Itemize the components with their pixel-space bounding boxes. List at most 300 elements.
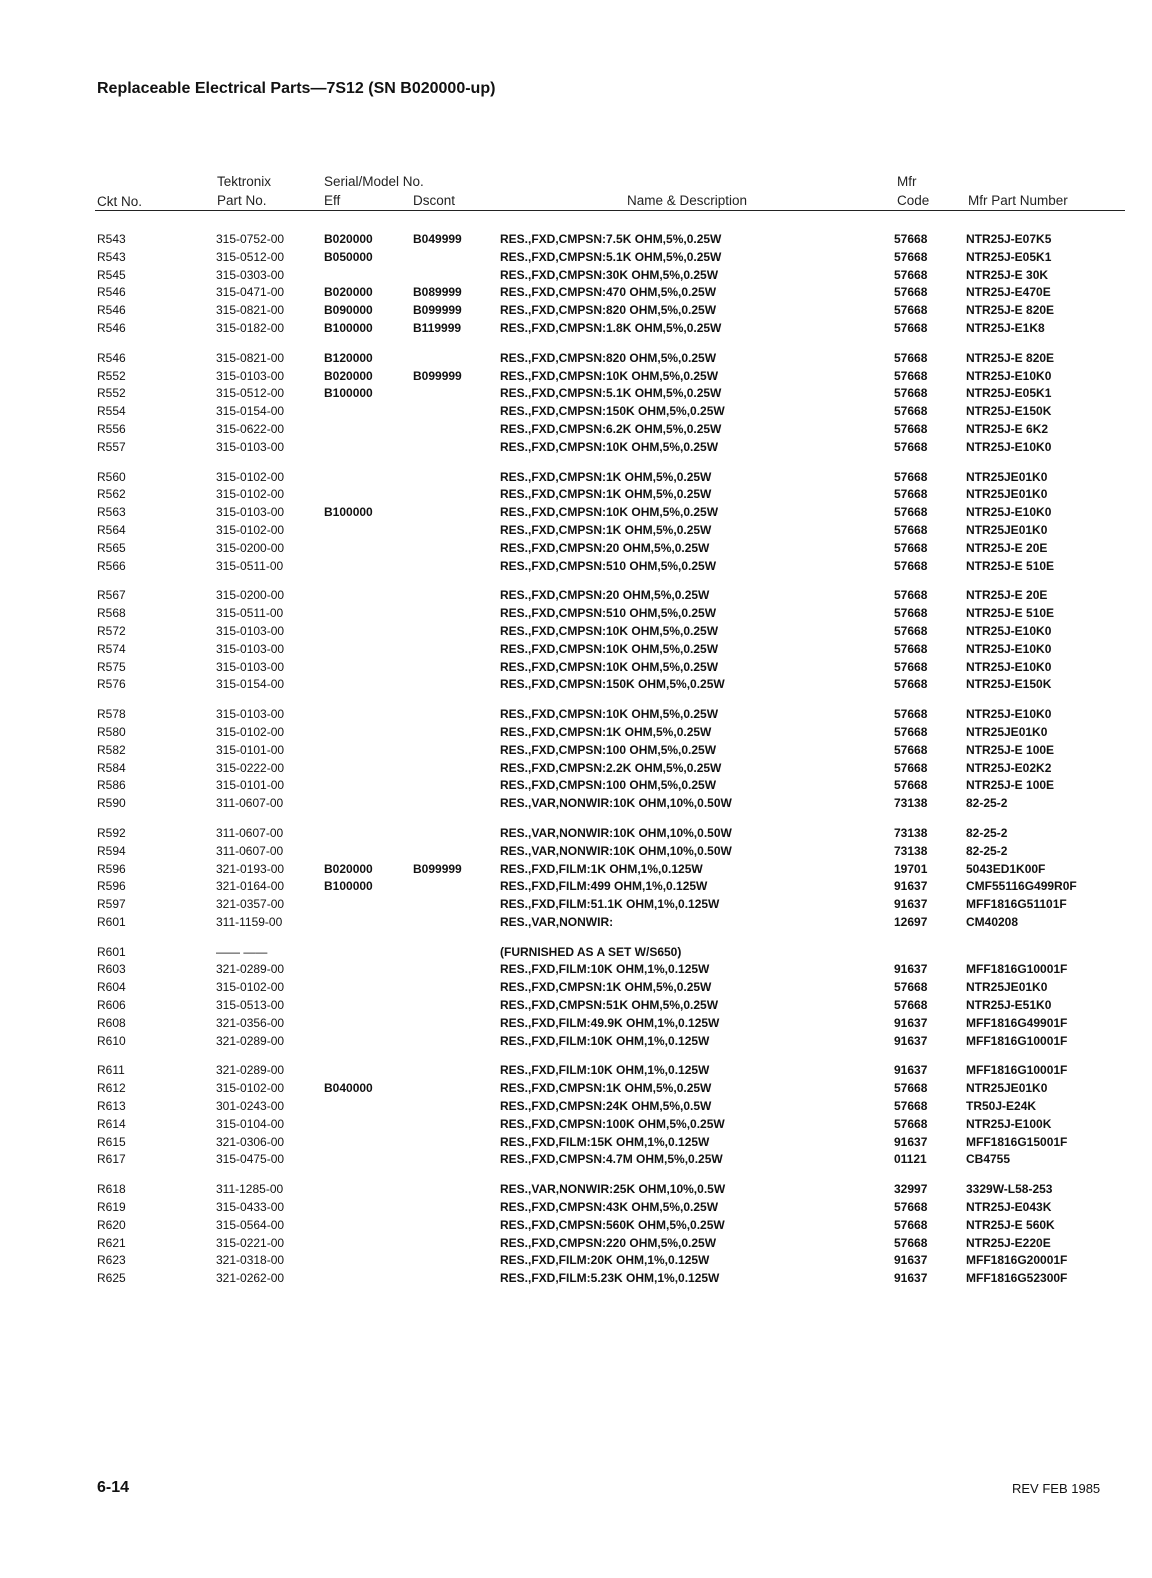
cell-part-no: 315-0433-00 [216,1200,285,1215]
cell-mfr-part-number: MFF1816G51101F [966,897,1067,912]
table-row [0,945,1152,963]
cell-mfr-part-number: MFF1816G52300F [966,1271,1068,1286]
cell-part-no: 315-0103-00 [216,505,285,520]
cell-description: RES.,FXD,CMPSN:5.1K OHM,5%,0.25W [500,249,722,264]
cell-mfr-code: 57668 [894,267,928,282]
cell-ckt-no: R604 [97,980,126,995]
cell-part-no: 315-0103-00 [216,707,285,722]
cell-description: RES.,FXD,FILM:51.1K OHM,1%,0.125W [500,897,720,912]
cell-mfr-part-number: NTR25J-E220E [966,1235,1051,1250]
cell-description: RES.,FXD,CMPSN:820 OHM,5%,0.25W [500,350,717,365]
cell-eff: B100000 [324,505,373,520]
cell-mfr-code: 32997 [894,1182,928,1197]
cell-ckt-no: R564 [97,522,126,537]
cell-mfr-part-number: 3329W-L58-253 [966,1182,1053,1197]
cell-ckt-no: R620 [97,1217,126,1232]
cell-mfr-code: 91637 [894,962,928,977]
cell-mfr-code: 73138 [894,825,928,840]
row-group [0,707,1152,814]
table-row [0,897,1152,915]
table-row [0,707,1152,725]
cell-ckt-no: R601 [97,944,126,959]
cell-description: RES.,FXD,FILM:1K OHM,1%,0.125W [500,861,703,876]
cell-description: RES.,VAR,NONWIR: [500,914,614,929]
cell-eff: B040000 [324,1081,373,1096]
cell-mfr-code: 91637 [894,1033,928,1048]
cell-mfr-part-number: CMF55116G499R0F [966,879,1077,894]
cell-description: RES.,FXD,CMPSN:10K OHM,5%,0.25W [500,439,719,454]
cell-description: RES.,FXD,CMPSN:51K OHM,5%,0.25W [500,998,719,1013]
cell-description: RES.,FXD,CMPSN:10K OHM,5%,0.25W [500,641,719,656]
table-row [0,1099,1152,1117]
table-row [0,386,1152,404]
table-row [0,1063,1152,1081]
cell-ckt-no: R623 [97,1253,126,1268]
cell-ckt-no: R543 [97,232,126,246]
cell-description: RES.,FXD,CMPSN:1K OHM,5%,0.25W [500,980,712,995]
cell-dscont: B099999 [413,303,462,318]
cell-eff: B090000 [324,303,373,318]
cell-mfr-code: 57668 [894,588,928,603]
cell-mfr-part-number: NTR25J-E05K1 [966,386,1052,401]
cell-part-no: 315-0221-00 [216,1235,285,1250]
cell-part-no: 315-0102-00 [216,724,285,739]
table-row [0,440,1152,458]
table-row [0,268,1152,286]
cell-ckt-no: R546 [97,320,126,335]
cell-description: RES.,FXD,FILM:5.23K OHM,1%,0.125W [500,1271,720,1286]
cell-part-no: 315-0154-00 [216,404,285,419]
header-mfr: Mfr [897,174,917,189]
cell-eff: B100000 [324,386,373,401]
cell-part-no: 311-1159-00 [216,914,283,929]
cell-ckt-no: R574 [97,641,126,656]
cell-ckt-no: R578 [97,707,126,722]
cell-mfr-code: 57668 [894,404,928,419]
cell-description: RES.,FXD,CMPSN:10K OHM,5%,0.25W [500,623,719,638]
cell-ckt-no: R606 [97,998,126,1013]
cell-ckt-no: R596 [97,861,126,876]
page-number: 6-14 [97,1479,130,1496]
cell-mfr-code: 19701 [894,861,928,876]
cell-eff: B100000 [324,320,373,335]
cell-ckt-no: R545 [97,267,126,282]
cell-mfr-code: 57668 [894,1081,928,1096]
cell-mfr-code: 57668 [894,724,928,739]
cell-mfr-part-number: NTR25J-E 820E [966,303,1055,318]
cell-ckt-no: R584 [97,760,126,775]
cell-part-no: 315-0103-00 [216,623,285,638]
cell-mfr-part-number: 5043ED1K00F [966,861,1046,876]
cell-part-no: 315-0103-00 [216,368,285,383]
header-part-no: Part No. [217,193,267,208]
cell-mfr-part-number: NTR25J-E 100E [966,778,1055,793]
cell-part-no: 321-0164-00 [216,879,285,894]
table-row [0,1218,1152,1236]
cell-part-no: 321-0262-00 [216,1271,285,1286]
cell-mfr-part-number: MFF1816G10001F [966,962,1068,977]
cell-ckt-no: R594 [97,843,126,858]
cell-mfr-part-number: MFF1816G10001F [966,1033,1068,1048]
cell-mfr-code: 57668 [894,1217,928,1232]
table-row [0,642,1152,660]
cell-description: RES.,FXD,CMPSN:510 OHM,5%,0.25W [500,558,717,573]
header-code: Code [897,193,930,208]
cell-mfr-code: 91637 [894,1063,928,1078]
table-row [0,1200,1152,1218]
cell-mfr-code: 57668 [894,742,928,757]
cell-description: RES.,FXD,CMPSN:10K OHM,5%,0.25W [500,707,719,722]
cell-ckt-no: R590 [97,796,126,811]
cell-mfr-part-number: NTR25J-E 30K [966,267,1049,282]
cell-part-no: 311-0607-00 [216,825,284,840]
table-row [0,624,1152,642]
cell-dscont: B049999 [413,232,462,246]
cell-mfr-part-number: NTR25J-E02K2 [966,760,1052,775]
cell-eff: B100000 [324,879,373,894]
cell-part-no: 311-1285-00 [216,1182,284,1197]
cell-mfr-code: 57668 [894,522,928,537]
cell-description: RES.,FXD,CMPSN:1K OHM,5%,0.25W [500,724,712,739]
cell-mfr-part-number: NTR25J-E10K0 [966,439,1052,454]
row-group [0,588,1152,695]
cell-mfr-part-number: 82-25-2 [966,796,1008,811]
cell-mfr-code: 91637 [894,1253,928,1268]
cell-ckt-no: R601 [97,914,126,929]
cell-description: RES.,FXD,CMPSN:1.8K OHM,5%,0.25W [500,320,722,335]
cell-mfr-code: 57668 [894,368,928,383]
cell-eff: B020000 [324,861,373,876]
cell-mfr-code: 57668 [894,285,928,300]
cell-mfr-part-number: NTR25J-E470E [966,285,1051,300]
cell-description: RES.,FXD,FILM:10K OHM,1%,0.125W [500,962,710,977]
cell-description: (FURNISHED AS A SET W/S650) [500,944,682,959]
table-row [0,1034,1152,1052]
cell-part-no: 315-0182-00 [216,320,285,335]
table-row [0,761,1152,779]
cell-mfr-code: 91637 [894,1134,928,1149]
cell-ckt-no: R562 [97,487,126,502]
table-row [0,826,1152,844]
cell-ckt-no: R543 [97,249,126,264]
cell-mfr-code: 73138 [894,843,928,858]
table-row [0,351,1152,369]
cell-ckt-no: R560 [97,469,126,484]
cell-description: RES.,FXD,FILM:20K OHM,1%,0.125W [500,1253,710,1268]
cell-mfr-part-number: NTR25J-E043K [966,1200,1052,1215]
cell-mfr-part-number: NTR25J-E 820E [966,350,1055,365]
cell-part-no: 301-0243-00 [216,1099,285,1114]
table-row [0,796,1152,814]
cell-description: RES.,FXD,CMPSN:820 OHM,5%,0.25W [500,303,717,318]
cell-description: RES.,VAR,NONWIR:25K OHM,10%,0.5W [500,1182,726,1197]
cell-part-no: 315-0200-00 [216,540,285,555]
cell-mfr-part-number: 82-25-2 [966,843,1008,858]
table-row [0,321,1152,339]
cell-mfr-code: 57668 [894,350,928,365]
cell-ckt-no: R615 [97,1134,126,1149]
cell-part-no: 311-0607-00 [216,843,284,858]
cell-mfr-code: 57668 [894,421,928,436]
cell-mfr-code: 01121 [894,1152,927,1167]
cell-ckt-no: R567 [97,588,126,603]
cell-mfr-code: 57668 [894,677,928,692]
table-row [0,285,1152,303]
cell-ckt-no: R575 [97,659,126,674]
row-group [0,1063,1152,1170]
cell-ckt-no: R568 [97,606,126,621]
table-row [0,505,1152,523]
table-row [0,232,1152,250]
row-group [0,232,1152,339]
cell-mfr-code: 91637 [894,879,928,894]
cell-description: RES.,FXD,CMPSN:1K OHM,5%,0.25W [500,469,712,484]
cell-mfr-code: 57668 [894,320,928,335]
cell-description: RES.,FXD,CMPSN:10K OHM,5%,0.25W [500,505,719,520]
header-dscont: Dscont [413,193,456,208]
cell-mfr-part-number: NTR25J-E100K [966,1116,1052,1131]
table-row [0,487,1152,505]
cell-mfr-part-number: NTR25J-E07K5 [966,232,1052,246]
cell-part-no: 315-0102-00 [216,1081,285,1096]
cell-mfr-code: 91637 [894,1015,928,1030]
cell-ckt-no: R603 [97,962,126,977]
table-row [0,778,1152,796]
cell-description: RES.,FXD,CMPSN:1K OHM,5%,0.25W [500,1081,712,1096]
cell-ckt-no: R592 [97,825,126,840]
cell-ckt-no: R546 [97,285,126,300]
cell-part-no: 315-0511-00 [216,606,284,621]
cell-mfr-code: 57668 [894,505,928,520]
cell-part-no: 315-0622-00 [216,421,285,436]
table-row [0,660,1152,678]
cell-mfr-code: 57668 [894,487,928,502]
cell-part-no: 315-0102-00 [216,980,285,995]
cell-part-no: 315-0564-00 [216,1217,285,1232]
cell-mfr-code: 57668 [894,386,928,401]
cell-mfr-code: 57668 [894,778,928,793]
cell-mfr-part-number: NTR25JE01K0 [966,724,1048,739]
cell-eff: B020000 [324,368,373,383]
table-row [0,962,1152,980]
cell-ckt-no: R546 [97,350,126,365]
cell-dscont: B099999 [413,861,462,876]
cell-mfr-part-number: CM40208 [966,914,1019,929]
cell-mfr-part-number: MFF1816G15001F [966,1134,1068,1149]
header-serial-model: Serial/Model No. [324,174,424,189]
cell-description: RES.,FXD,CMPSN:5.1K OHM,5%,0.25W [500,386,722,401]
cell-mfr-part-number: NTR25J-E10K0 [966,659,1052,674]
cell-ckt-no: R586 [97,778,126,793]
header-ckt-no: Ckt No. [97,194,143,209]
cell-mfr-code: 57668 [894,232,928,246]
cell-ckt-no: R611 [97,1063,125,1078]
header-name-description: Name & Description [627,193,748,208]
cell-part-no: 321-0357-00 [216,897,285,912]
cell-eff: B120000 [324,350,373,365]
cell-ckt-no: R597 [97,897,126,912]
cell-description: RES.,FXD,FILM:15K OHM,1%,0.125W [500,1134,710,1149]
table-row [0,588,1152,606]
cell-ckt-no: R625 [97,1271,126,1286]
header-tektronix: Tektronix [217,174,272,189]
cell-mfr-part-number: TR50J-E24K [966,1099,1037,1114]
cell-part-no: 321-0289-00 [216,1033,285,1048]
cell-mfr-part-number: NTR25J-E 20E [966,588,1048,603]
cell-mfr-part-number: 82-25-2 [966,825,1008,840]
cell-description: RES.,FXD,CMPSN:30K OHM,5%,0.25W [500,267,719,282]
cell-mfr-part-number: NTR25J-E10K0 [966,641,1052,656]
cell-mfr-code: 12697 [894,914,928,929]
cell-mfr-part-number: CB4755 [966,1152,1011,1167]
cell-description: RES.,FXD,CMPSN:1K OHM,5%,0.25W [500,522,712,537]
page-title: Replaceable Electrical Parts—7S12 (SN B020000-up) [97,80,496,97]
cell-mfr-code: 57668 [894,558,928,573]
cell-description: RES.,FXD,CMPSN:7.5K OHM,5%,0.25W [500,232,722,246]
header-divider [95,210,1125,211]
cell-part-no: 315-0475-00 [216,1152,285,1167]
table-row [0,862,1152,880]
parts-table [0,232,1152,1301]
cell-ckt-no: R618 [97,1182,126,1197]
cell-ckt-no: R617 [97,1152,126,1167]
cell-mfr-part-number: NTR25J-E 20E [966,540,1048,555]
cell-mfr-code: 57668 [894,303,928,318]
table-row [0,606,1152,624]
cell-ckt-no: R613 [97,1099,126,1114]
cell-part-no: 315-0821-00 [216,303,285,318]
table-row [0,725,1152,743]
table-row [0,879,1152,897]
cell-mfr-part-number: NTR25J-E10K0 [966,368,1052,383]
cell-dscont: B089999 [413,285,462,300]
cell-part-no: 315-0102-00 [216,487,285,502]
cell-mfr-part-number: NTR25JE01K0 [966,980,1048,995]
cell-part-no: 315-0101-00 [216,778,285,793]
cell-mfr-part-number: NTR25J-E 100E [966,742,1055,757]
cell-mfr-part-number: NTR25J-E10K0 [966,623,1052,638]
cell-description: RES.,FXD,CMPSN:1K OHM,5%,0.25W [500,487,712,502]
table-row [0,1152,1152,1170]
cell-mfr-code: 57668 [894,659,928,674]
cell-part-no: 315-0101-00 [216,742,285,757]
cell-description: RES.,FXD,CMPSN:100 OHM,5%,0.25W [500,778,717,793]
table-row [0,915,1152,933]
cell-part-no: 315-0104-00 [216,1116,285,1131]
cell-ckt-no: R556 [97,421,126,436]
cell-mfr-code: 57668 [894,1099,928,1114]
cell-mfr-part-number: NTR25J-E05K1 [966,249,1052,264]
cell-mfr-part-number: NTR25J-E10K0 [966,707,1052,722]
cell-dscont: B099999 [413,368,462,383]
table-row [0,1135,1152,1153]
cell-mfr-code: 57668 [894,980,928,995]
cell-description: RES.,FXD,CMPSN:470 OHM,5%,0.25W [500,285,717,300]
cell-mfr-part-number: MFF1816G10001F [966,1063,1068,1078]
cell-part-no: 321-0356-00 [216,1015,285,1030]
cell-description: RES.,FXD,CMPSN:100K OHM,5%,0.25W [500,1116,725,1131]
cell-ckt-no: R596 [97,879,126,894]
cell-mfr-code: 57668 [894,998,928,1013]
table-row [0,250,1152,268]
table-row [0,998,1152,1016]
row-group [0,945,1152,1052]
cell-description: RES.,FXD,CMPSN:2.2K OHM,5%,0.25W [500,760,722,775]
cell-part-no: 321-0289-00 [216,1063,285,1078]
table-row [0,559,1152,577]
cell-description: RES.,FXD,FILM:10K OHM,1%,0.125W [500,1063,710,1078]
cell-ckt-no: R557 [97,439,126,454]
cell-mfr-code: 57668 [894,469,928,484]
cell-mfr-part-number: NTR25J-E10K0 [966,505,1052,520]
cell-part-no: 315-0222-00 [216,760,285,775]
cell-part-no: 315-0103-00 [216,439,285,454]
cell-part-no: —— —— [216,944,268,959]
table-row [0,1253,1152,1271]
cell-mfr-part-number: NTR25J-E 510E [966,558,1055,573]
cell-part-no: 311-0607-00 [216,796,284,811]
row-group [0,470,1152,577]
cell-part-no: 315-0512-00 [216,249,285,264]
cell-ckt-no: R572 [97,623,126,638]
cell-description: RES.,FXD,CMPSN:10K OHM,5%,0.25W [500,368,719,383]
cell-description: RES.,FXD,CMPSN:20 OHM,5%,0.25W [500,540,710,555]
cell-ckt-no: R612 [97,1081,126,1096]
cell-mfr-part-number: NTR25J-E 6K2 [966,421,1049,436]
cell-ckt-no: R610 [97,1033,126,1048]
cell-ckt-no: R546 [97,303,126,318]
header-eff: Eff [324,193,341,208]
cell-eff: B020000 [324,285,373,300]
cell-mfr-code: 91637 [894,1271,928,1286]
cell-mfr-code: 91637 [894,897,928,912]
cell-mfr-code: 57668 [894,540,928,555]
table-row [0,1271,1152,1289]
cell-mfr-part-number: NTR25J-E150K [966,404,1052,419]
cell-description: RES.,FXD,FILM:49.9K OHM,1%,0.125W [500,1015,720,1030]
cell-mfr-part-number: NTR25JE01K0 [966,487,1048,502]
cell-mfr-part-number: MFF1816G20001F [966,1253,1068,1268]
table-row [0,541,1152,559]
table-row [0,422,1152,440]
cell-description: RES.,FXD,CMPSN:220 OHM,5%,0.25W [500,1235,717,1250]
cell-description: RES.,VAR,NONWIR:10K OHM,10%,0.50W [500,825,732,840]
cell-description: RES.,FXD,FILM:10K OHM,1%,0.125W [500,1033,710,1048]
cell-description: RES.,VAR,NONWIR:10K OHM,10%,0.50W [500,843,732,858]
cell-eff: B020000 [324,232,373,246]
cell-mfr-part-number: NTR25JE01K0 [966,469,1048,484]
table-row [0,743,1152,761]
cell-description: RES.,VAR,NONWIR:10K OHM,10%,0.50W [500,796,732,811]
cell-part-no: 321-0289-00 [216,962,285,977]
row-group [0,826,1152,933]
cell-description: RES.,FXD,CMPSN:150K OHM,5%,0.25W [500,677,725,692]
cell-ckt-no: R554 [97,404,126,419]
cell-part-no: 315-0752-00 [216,232,285,246]
cell-part-no: 315-0303-00 [216,267,285,282]
cell-mfr-code: 57668 [894,623,928,638]
cell-description: RES.,FXD,CMPSN:20 OHM,5%,0.25W [500,588,710,603]
cell-description: RES.,FXD,CMPSN:510 OHM,5%,0.25W [500,606,717,621]
row-group [0,1182,1152,1289]
cell-ckt-no: R582 [97,742,126,757]
table-row [0,523,1152,541]
cell-part-no: 315-0821-00 [216,350,285,365]
table-row [0,404,1152,422]
cell-part-no: 315-0512-00 [216,386,285,401]
cell-mfr-part-number: MFF1816G49901F [966,1015,1068,1030]
table-row [0,1182,1152,1200]
